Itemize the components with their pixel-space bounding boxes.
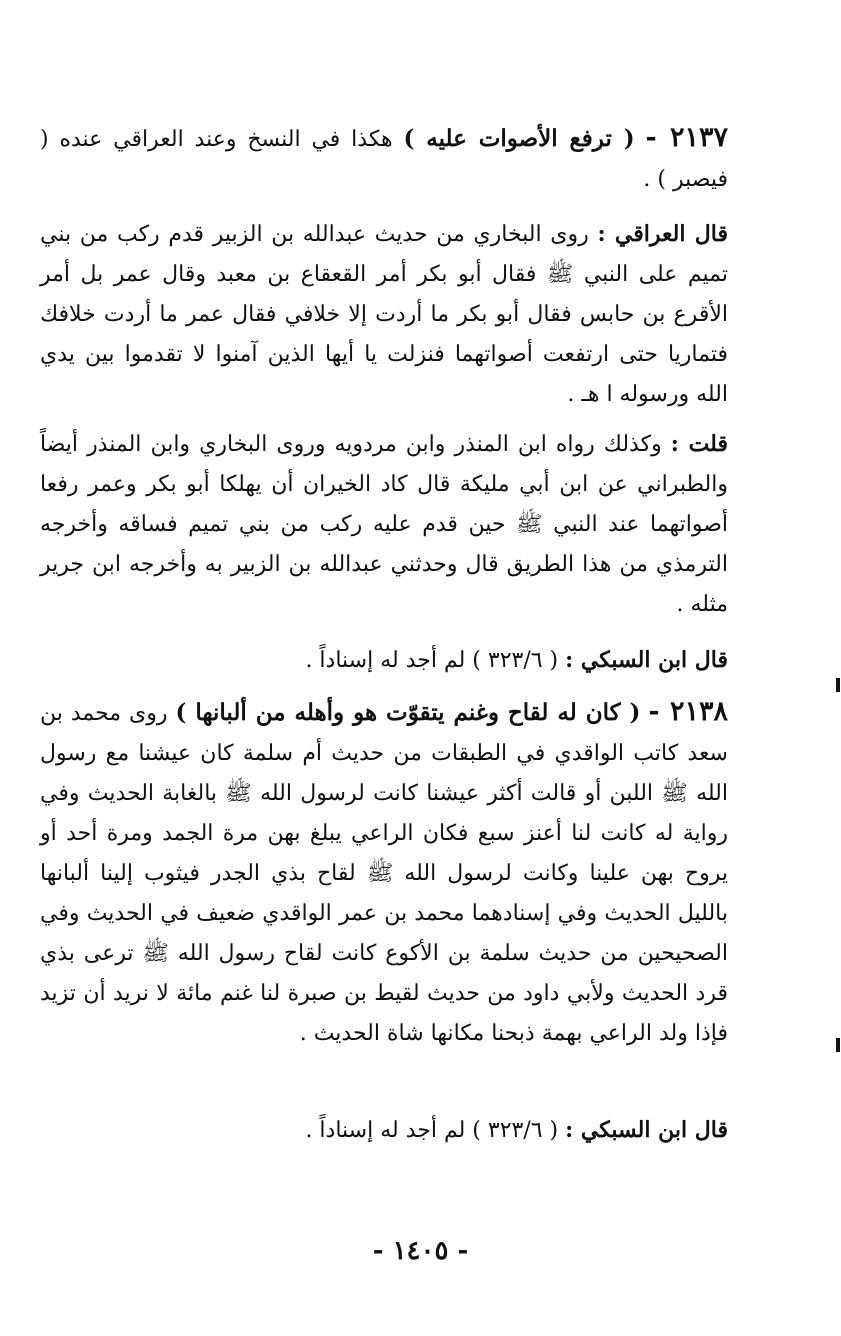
paragraph-text: روى محمد بن سعد كاتب الواقدي في الطبقات من حديث أم سلمة كان عيشنا مع رسول الله ﷺ اللبن أو قالت أكثر عيشنا كانت لرسول الله ﷺ بالغابة الحديث وفي رواية له كانت لنا أعنز سبع فكان الراعي يبلغ بهن مرة الجمد ومرة أحد أو يروح بهن علينا وكانت لرسول الله ﷺ لقاح بذي الجدر فيثوب إلينا ألبانها بالليل الحديث وفي إسنادهما محمد بن عمر الواقدي ضعيف في الحديث وفي الصحيحين من حديث سلمة بن الأكوع كانت لقاح رسول الله ﷺ ترعى بذي قرد الحديث ولأبي داود من حديث لقيط بن صبرة لنا غنم مائة لا نريد أن تزيد فإذا ولد الراعي بهمة ذبحنا مكانها شاة الحديث . [40,701,728,1046]
speaker-label: قال ابن السبكي : [565,647,728,673]
entry-2138 [40,692,728,1054]
iraqi-paragraph [40,214,728,415]
paragraph-text: ( ٣٢٣/٦ ) لم أجد له إسناداً . [305,1118,559,1143]
entry-note: هكذا في النسخ وعند العراقي عنده ( فيصبر ) . [40,127,728,192]
subki-paragraph [40,1110,728,1151]
entry-title: ( ترفع الأصوات عليه ) [403,125,635,152]
qultu-paragraph [40,424,728,625]
speaker-label: قال ابن السبكي : [565,1117,728,1143]
entry-title: ( كان له لقاح وغنم يتقوّت هو وأهله من ألبانها ) [175,699,641,726]
subki-paragraph [40,640,728,681]
entry-number: ٢١٣٨ - [648,696,728,727]
margin-mark [836,1038,840,1052]
page-number: - ١٤٠٥ - [372,1236,469,1266]
speaker-label: قلت : [670,431,728,457]
paragraph-text: ( ٣٢٣/٦ ) لم أجد له إسناداً . [305,648,559,673]
entry-number: ٢١٣٧ - [645,122,729,153]
speaker-label: قال العراقي : [597,221,729,247]
paragraph-text: وكذلك رواه ابن المنذر وابن مردويه وروى البخاري وابن المنذر أيضاً والطبراني عن ابن أبي مليكة قال كاد الخيران أن يهلكا أبو بكر وعمر رفعا أصواتهما عند النبي ﷺ حين قدم عليه ركب من بني تميم فساقه وأخرجه الترمذي من هذا الطريق قال وحدثني عبدالله بن الزبير به وأخرجه ابن جرير مثله . [40,432,728,617]
margin-mark [836,678,840,692]
paragraph-text: روى البخاري من حديث عبدالله بن الزبير قدم ركب من بني تميم على النبي ﷺ فقال أبو بكر أمر القعقاع بن معبد وقال عمر بل أمر الأقرع بن حابس فقال أبو بكر ما أردت إلا خلافي فقال عمر ما أردت خلافك فتماريا حتى ارتفعت أصواتهما فنزلت يا أيها الذين آمنوا لا تقدموا بين يدي الله ورسوله ا هـ . [40,222,728,407]
entry-2137 [40,118,728,200]
